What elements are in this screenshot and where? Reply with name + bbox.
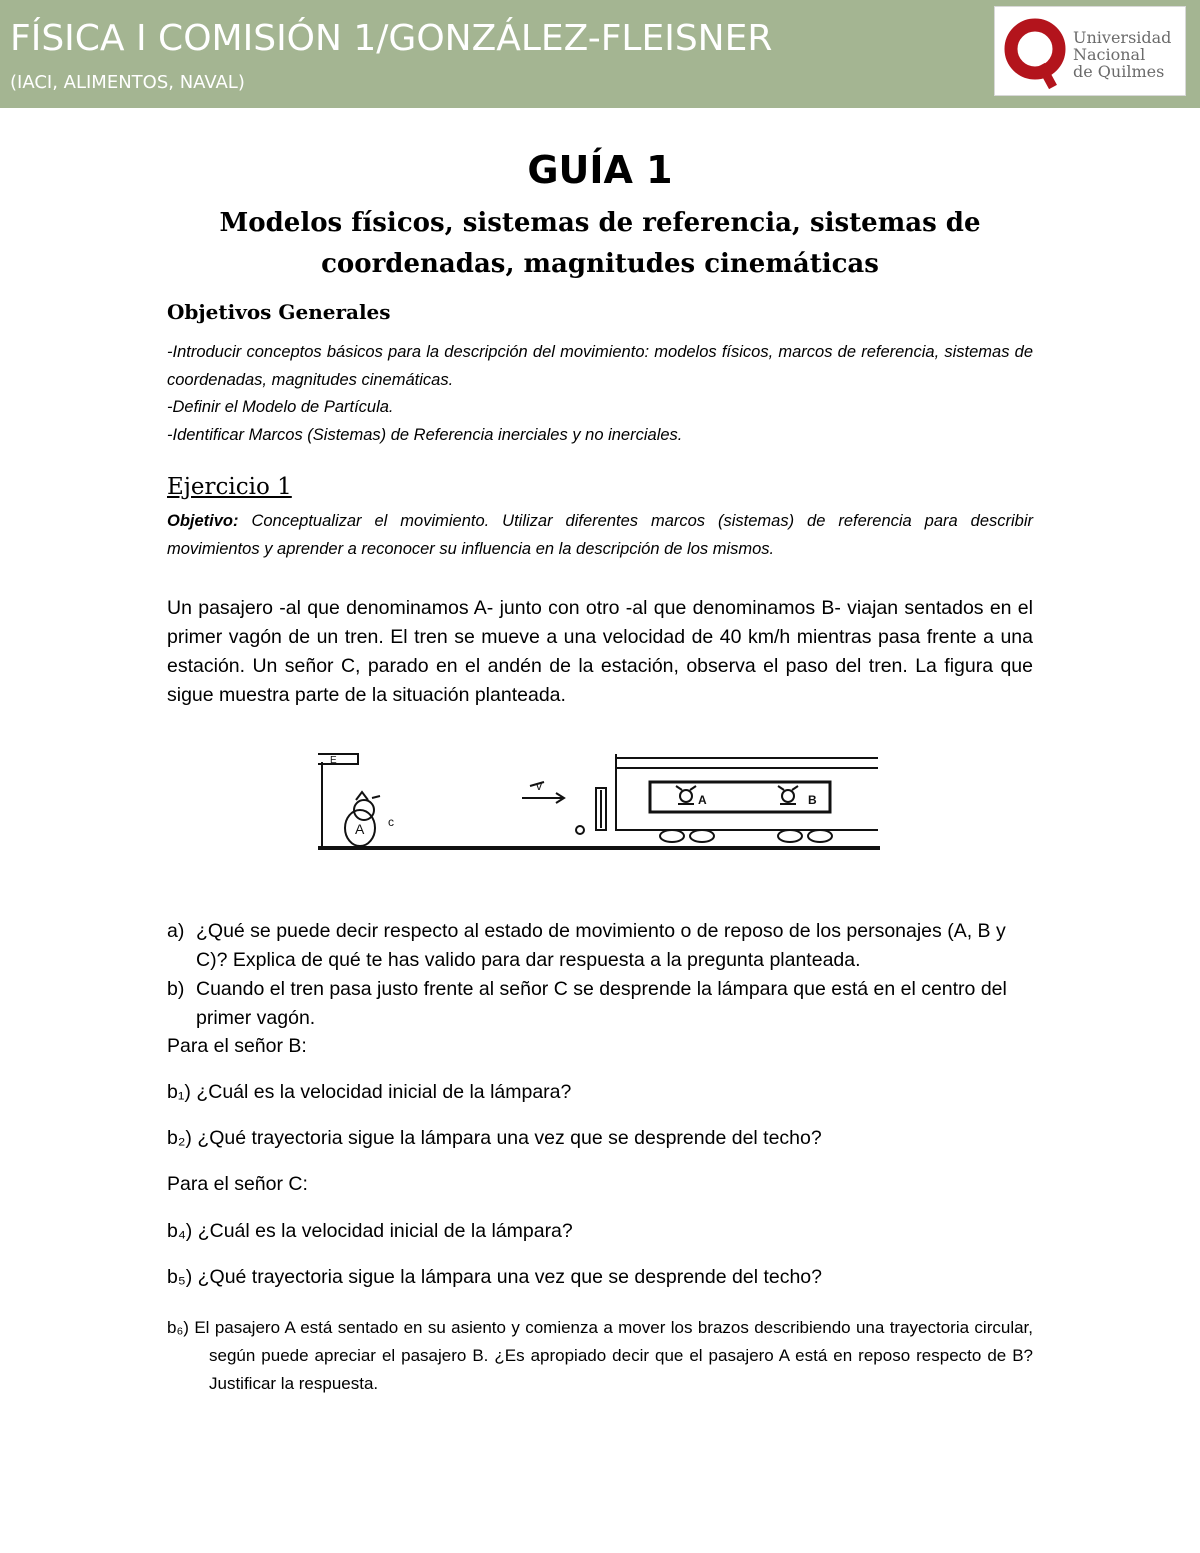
figure-label-c: c	[388, 815, 394, 829]
guide-subtitle: Modelos físicos, sistemas de referencia, sistemas de coordenadas, magnitudes cinemáticas	[219, 208, 981, 279]
question-b6: b₆) El pasajero A está sentado en su asiento y comienza a mover los brazos describiendo una trayectoria circular, según puede apreciar el pasajero B. ¿Es apropiado decir que el pasajero A está en reposo respecto de B? Justificar la respuesta.	[167, 1318, 1033, 1393]
header-banner	[0, 0, 1200, 108]
question-b2: b₂) ¿Qué trayectoria sigue la lámpara una vez que se desprende del techo?	[167, 1127, 822, 1149]
question-a	[167, 917, 1033, 975]
figure-label-a: A	[698, 793, 707, 807]
course-title: FÍSICA I COMISIÓN 1/GONZÁLEZ-FLEISNER	[10, 18, 773, 59]
question-b-text: Cuando el tren pasa justo frente al señor C se desprende la lámpara que está en el centro del primer vagón.	[196, 978, 1007, 1029]
figure-label-v: v	[536, 779, 542, 793]
figure-label-b: B	[808, 793, 817, 807]
objective-item: -Introducir conceptos básicos para la descripción del movimiento: modelos físicos, marcos de referencia, sistemas de coordenadas, magnitudes cinemáticas.	[167, 343, 1033, 389]
objective-item: -Definir el Modelo de Partícula.	[167, 398, 394, 416]
objectives-heading: Objetivos Generales	[167, 300, 391, 324]
train-station-figure	[316, 752, 882, 854]
course-subtitle: (IACI, ALIMENTOS, NAVAL)	[10, 72, 245, 93]
figure-label-c-body: A	[355, 821, 365, 837]
question-b	[167, 975, 1033, 1033]
para-senor-b: Para el señor B:	[167, 1035, 307, 1057]
question-b-label: b)	[167, 978, 185, 1000]
problem-statement: Un pasajero -al que denominamos A- junto con otro -al que denominamos B- viajan sentados en el primer vagón de un tren. El tren se mueve a una velocidad de 40 km/h mientras pasa frente a una estación. Un señor C, parado en el andén de la estación, observa el paso del tren. La figura que sigue muestra parte de la situación planteada.	[167, 597, 1033, 706]
unq-emblem-icon	[1001, 7, 1071, 95]
university-logo	[994, 6, 1186, 96]
para-senor-c: Para el señor C:	[167, 1173, 308, 1195]
figure-label-e: E	[330, 755, 337, 766]
exercise-objective	[167, 507, 1033, 563]
objective-item: -Identificar Marcos (Sistemas) de Referencia inerciales y no inerciales.	[167, 425, 683, 444]
question-b5: b₅) ¿Qué trayectoria sigue la lámpara una vez que se desprende del techo?	[167, 1266, 822, 1288]
question-b4: b₄) ¿Cuál es la velocidad inicial de la lámpara?	[167, 1220, 573, 1242]
question-a-label: a)	[167, 920, 185, 942]
guide-title: GUÍA 1	[527, 148, 673, 192]
question-a-text: ¿Qué se puede decir respecto al estado de movimiento o de reposo de los personajes (A, B y C)? Explica de qué te has valido para dar respuesta a la pregunta planteada.	[196, 920, 1006, 971]
question-b1: b₁) ¿Cuál es la velocidad inicial de la lámpara?	[167, 1081, 572, 1103]
exercise-title: Ejercicio 1	[167, 474, 292, 500]
objective-label: Objetivo:	[167, 512, 239, 530]
objectives-list	[167, 339, 1033, 449]
university-name: Universidad Nacional de Quilmes	[1073, 28, 1172, 81]
objective-text: Conceptualizar el movimiento. Utilizar diferentes marcos (sistemas) de referencia para describir movimientos y aprender a reconocer su influencia en la descripción de los mismos.	[167, 512, 1033, 558]
